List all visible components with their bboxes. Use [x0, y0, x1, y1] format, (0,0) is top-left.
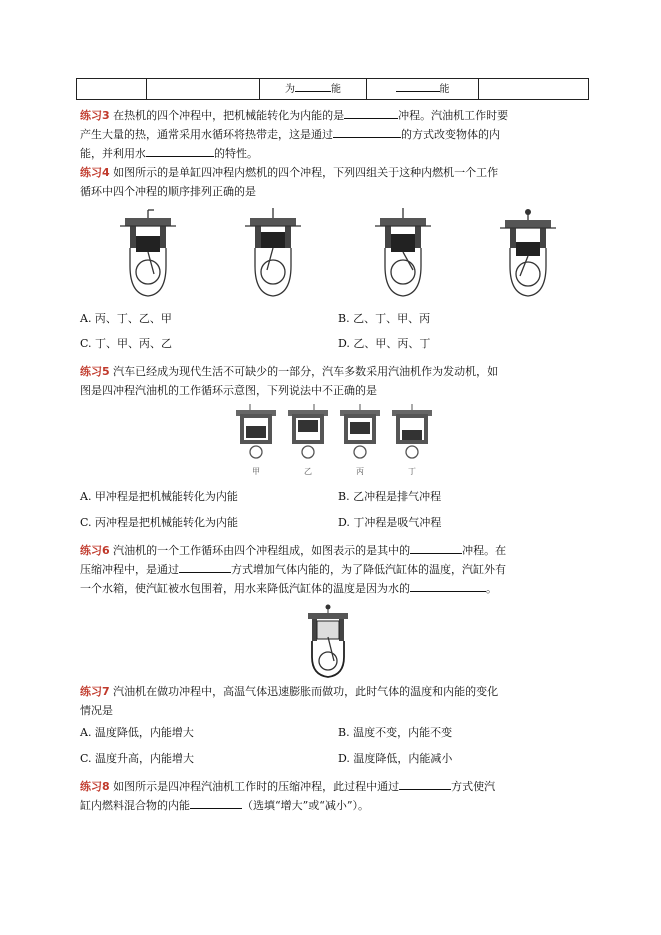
- engine-diagram: [245, 208, 301, 296]
- option-c[interactable]: C. 丁、甲、丙、乙: [80, 337, 173, 350]
- option-d[interactable]: D. 温度降低，内能减小: [338, 752, 453, 765]
- table-cell: [77, 79, 147, 99]
- table-cell-suffix: 能: [331, 84, 341, 95]
- engine-diagram: [288, 404, 328, 458]
- caption-jia: 甲: [252, 467, 260, 476]
- question-text: 冲程。在: [462, 544, 507, 557]
- engine-diagram: [296, 601, 360, 681]
- question-label: 练习6: [80, 544, 110, 557]
- question-5: [80, 362, 590, 400]
- option-c[interactable]: C. 温度升高，内能增大: [80, 752, 195, 765]
- question-7: [80, 682, 590, 720]
- caption-ding: 丁: [408, 467, 416, 476]
- question-text: 方式增加气体内能的，为了降低汽缸体的温度，汽缸外有: [231, 563, 506, 576]
- question-text: 能，并利用水: [80, 147, 146, 160]
- table-cell: [147, 79, 260, 99]
- option-b[interactable]: B. 乙、丁、甲、丙: [338, 312, 431, 325]
- option-b[interactable]: B. 乙冲程是排气冲程: [338, 490, 442, 503]
- question-8: [80, 777, 590, 815]
- question-text: 的特性。: [214, 147, 258, 160]
- caption-bing: 丙: [356, 467, 364, 476]
- question-text: 图是四冲程汽油机的工作循环示意图，下列说法中不正确的是: [80, 384, 377, 397]
- table-cell-prefix: 为: [285, 84, 295, 95]
- caption-yi: 乙: [304, 467, 312, 476]
- engine-diagram: [340, 404, 380, 458]
- table-cell: [367, 79, 479, 99]
- option-b[interactable]: B. 温度不变，内能不变: [338, 726, 453, 739]
- option-d[interactable]: D. 丁冲程是吸气冲程: [338, 516, 442, 529]
- question-text: 汽油机在做功冲程中，高温气体迅速膨胀而做功，此时气体的温度和内能的变化: [113, 685, 499, 698]
- option-d[interactable]: D. 乙、甲、丙、丁: [338, 337, 431, 350]
- question-label: 练习8: [80, 780, 110, 793]
- question-label: 练习3: [80, 109, 110, 122]
- option-a[interactable]: A. 丙、丁、乙、甲: [80, 312, 172, 325]
- engine-diagram: [392, 404, 432, 458]
- question-label: 练习7: [80, 685, 110, 698]
- table-row: [76, 78, 589, 100]
- question-text: 。: [486, 582, 497, 595]
- question-text: （选填“增大”或“减小”）。: [242, 799, 369, 812]
- option-a[interactable]: A. 甲冲程是把机械能转化为内能: [80, 490, 238, 503]
- table-cell: [479, 79, 588, 99]
- option-c[interactable]: C. 丙冲程是把机械能转化为内能: [80, 516, 239, 529]
- engine-diagram: [120, 210, 176, 296]
- question-text: 循环中四个冲程的顺序排列正确的是: [80, 185, 256, 198]
- question-text: 如图所示是四冲程汽油机工作时的压缩冲程，此过程中通过: [113, 780, 400, 793]
- question-4: [80, 163, 590, 201]
- question-label: 练习4: [80, 166, 110, 179]
- question-text: 的方式改变物体的内: [401, 128, 500, 141]
- question-6: [80, 541, 590, 598]
- question-text: 压缩冲程中，是通过: [80, 563, 179, 576]
- question-3: [80, 106, 590, 163]
- question-text: 产生大量的热，通常采用水循环将热带走，这是通过: [80, 128, 333, 141]
- question-text: 冲程。汽油机工作时要: [398, 109, 509, 122]
- question-text: 如图所示的是单缸四冲程内燃机的四个冲程，下列四组关于这种内燃机一个工作: [113, 166, 499, 179]
- option-a[interactable]: A. 温度降低，内能增大: [80, 726, 194, 739]
- engine-diagram: [500, 209, 556, 296]
- table-cell-suffix: 能: [439, 84, 450, 95]
- question-text: 情况是: [80, 704, 113, 717]
- engine-diagram: [236, 404, 276, 458]
- question-text: 汽油机的一个工作循环由四个冲程组成，如图表示的是其中的: [113, 544, 411, 557]
- table-cell: [260, 79, 367, 99]
- engine-diagram: [375, 208, 431, 296]
- engine-figure-row: [100, 204, 580, 304]
- question-text: 缸内燃料混合物的内能: [80, 799, 190, 812]
- question-text: 方式使汽: [451, 780, 496, 793]
- question-text: 在热机的四个冲程中，把机械能转化为内能的是: [113, 109, 345, 122]
- question-text: 一个水箱，使汽缸被水包围着，用水来降低汽缸体的温度是因为水的: [80, 582, 410, 595]
- question-text: 汽车已经成为现代生活不可缺少的一部分，汽车多数采用汽油机作为发动机，如: [113, 365, 499, 378]
- question-label: 练习5: [80, 365, 110, 378]
